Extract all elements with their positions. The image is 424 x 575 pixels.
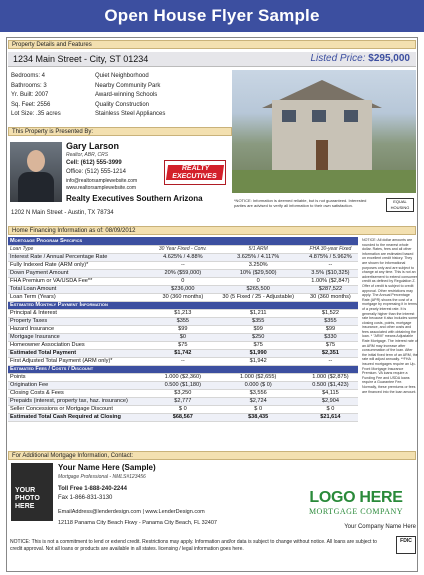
- agent-office: Office: (512) 555-1214: [66, 169, 126, 175]
- agent-email[interactable]: info@realtorsamplewebsite.com: [66, 178, 138, 184]
- row-value: 0.000 ($ 0): [214, 381, 303, 389]
- lender-section-header: For Additional Mortgage Information, Contact:: [8, 451, 416, 460]
- table-row: [8, 389, 358, 397]
- row-value: $99: [303, 325, 358, 333]
- row-label: Property Taxes: [8, 317, 152, 325]
- row-value: $ 0: [303, 405, 358, 413]
- logo-line1: LOGO HERE: [309, 489, 403, 506]
- row-value: $1,211: [214, 309, 303, 317]
- row-value: 1.000 ($2,875): [303, 373, 358, 381]
- row-value: 30 Year Fixed - Conv.: [152, 245, 213, 253]
- flyer-title: Open House Flyer Sample: [104, 6, 320, 25]
- table-row: [8, 309, 358, 317]
- row-value: $75: [152, 341, 213, 349]
- highlight-item: Nearby Community Park: [95, 82, 161, 89]
- agent-website[interactable]: www.realtorsamplewebsite.com: [66, 185, 137, 191]
- row-label: Fully Indexed Rate (ARM only)*: [8, 261, 152, 269]
- row-value: $38,435: [214, 413, 303, 421]
- house-door: [316, 140, 328, 170]
- group-header-label: Estimated Fees / Costs / Discount: [8, 365, 358, 373]
- realty-logo-line2: EXECUTIVES: [171, 172, 218, 180]
- row-value: $99: [152, 325, 213, 333]
- row-value: $355: [303, 317, 358, 325]
- realty-logo-line1: REALTY: [181, 165, 210, 172]
- row-value: $2,904: [303, 397, 358, 405]
- feature-sq-feet: Sq. Feet: 2556: [11, 101, 51, 108]
- feature-year-built: Yr. Built: 2007: [11, 92, 49, 98]
- equal-housing-icon: EQUAL HOUSING: [386, 198, 414, 212]
- logo-line2: MORTGAGE COMPANY: [308, 507, 404, 516]
- photo-notice: *NOTICE: Information is deemed reliable, but is not guaranteed. Interested parties are advised to verify all information to their own satisfaction.: [234, 198, 367, 208]
- row-value: $330: [303, 333, 358, 341]
- row-value: 3.625% / 4.117%: [214, 253, 303, 261]
- flyer-banner: [0, 0, 424, 32]
- financing-table: [8, 237, 358, 422]
- row-value: 3.5% ($10,325): [303, 269, 358, 277]
- address-bar: [8, 52, 416, 67]
- row-value: --: [152, 357, 213, 365]
- table-row: [8, 325, 358, 333]
- row-value: 30 (360 months): [303, 293, 358, 301]
- financing-notice: NOTICE: All dollar amounts are rounded to the nearest whole dollar. Rates, fees and all other information are estimated based on excellent credit history. They are shown for informational purposes only and are subject to change at any time. This is not an advertisement to extend consumer credit as defined by Regulation Z. Offer of credit is subject to credit approval. Other restrictions may apply. The Annual Percentage Rate (APR) shows the cost of a mortgage by expressing it in terms of a yearly interest rate. It is generally higher than the interest rate because it also includes some closing costs, points, mortgage insurance, and other costs and fees associated with obtaining the loan. * "ARM" means Adjustable Rate Mortgage. The interest rate of an ARM may increase after consummation of the loan. After the initial fixed term of an ARM, the rate will adjust annually. **FHA insured mortgages require an Up-Front Mortgage Insurance Premium. VA loans require a Funding Fee and USDA loans require a Guarantee Fee. Normally, these premiums or fees are financed into the loan amount.: [362, 238, 418, 394]
- property-section-header: Property Details and Features: [8, 40, 416, 49]
- row-value: $4,115: [303, 389, 358, 397]
- feature-bedrooms: Bedrooms: 4: [11, 73, 46, 79]
- row-value: $1,942: [214, 357, 303, 365]
- agent-body: [18, 172, 54, 202]
- row-label: Interest Rate / Annual Percentage Rate: [8, 253, 152, 261]
- row-label: Estimated Total Cash Required at Closing: [8, 413, 152, 421]
- feature-list-basic: [11, 72, 61, 120]
- house-photo: [232, 70, 416, 193]
- row-value: 4.875% / 5.962%: [303, 253, 358, 261]
- row-label: Loan Type: [8, 245, 152, 253]
- agent-face: [27, 150, 45, 172]
- row-label: Mortgage Insurance: [8, 333, 152, 341]
- row-label: Estimated Total Payment: [8, 349, 152, 357]
- row-value: $0: [152, 333, 213, 341]
- row-value: 1.00% ($2,847): [303, 277, 358, 285]
- row-value: 10% ($29,500): [214, 269, 303, 277]
- financing-group-header: [8, 365, 358, 373]
- row-value: $2,777: [152, 397, 213, 405]
- row-label: Homeowner Association Dues: [8, 341, 152, 349]
- row-label: Principal & Interest: [8, 309, 152, 317]
- row-value: 0: [152, 277, 213, 285]
- property-address: 1234 Main Street - City, ST 01234: [13, 54, 149, 64]
- row-value: 5/1 ARM: [214, 245, 303, 253]
- row-value: $ 0: [152, 405, 213, 413]
- row-value: 0: [214, 277, 303, 285]
- row-value: FHA 30-year Fixed: [303, 245, 358, 253]
- table-row: [8, 253, 358, 261]
- agent-photo: [10, 142, 62, 202]
- table-row: [8, 341, 358, 349]
- table-row: [8, 293, 358, 301]
- lender-disclaimer: NOTICE: This is not a commitment to lend or extend credit. Restrictions may apply. Information and/or data is subject to change without notice. All loans are subject to credit approval. Not all loans or products are available in all states. licensing / legal information goes here.: [10, 539, 377, 552]
- row-value: $1,213: [152, 309, 213, 317]
- row-value: $2,724: [214, 397, 303, 405]
- house-window: [344, 110, 358, 122]
- fdic-icon: FDIC: [396, 536, 416, 554]
- price-value: $295,000: [368, 53, 410, 64]
- table-row: [8, 405, 358, 413]
- row-value: 3.250%: [214, 261, 303, 269]
- lender-email-web[interactable]: EmailAddress@lenderdesign.com | www.LenderDesign.com: [58, 509, 205, 515]
- house-body: [272, 100, 372, 170]
- row-value: $68,567: [152, 413, 213, 421]
- realty-executives-logo: [164, 160, 226, 185]
- row-value: --: [303, 261, 358, 269]
- lender-photo-placeholder: [11, 463, 53, 521]
- table-row: [8, 381, 358, 389]
- row-value: $250: [214, 333, 303, 341]
- agent-title: Realtor, ABR, CRS: [66, 152, 109, 158]
- row-value: --: [152, 261, 213, 269]
- row-value: 30 (5 Fixed / 25 - Adjustable): [214, 293, 303, 301]
- row-value: 0.500 ($1,423): [303, 381, 358, 389]
- highlight-item: Stainless Steel Appliances: [95, 111, 166, 117]
- row-label: Down Payment Amount: [8, 269, 152, 277]
- lender-fax: Fax 1-866-831-3130: [58, 495, 113, 501]
- brokerage-address: 1202 N Main Street - Austin, TX 78734: [11, 210, 114, 216]
- table-row: [8, 245, 358, 253]
- row-label: Closing Costs & Fees: [8, 389, 152, 397]
- row-value: $265,500: [214, 285, 303, 293]
- row-value: $75: [214, 341, 303, 349]
- row-label: Hazard Insurance: [8, 325, 152, 333]
- table-row: [8, 373, 358, 381]
- lender-title: Mortgage Professional - NMLS#123456: [58, 474, 146, 480]
- agent-name: Gary Larson: [66, 141, 120, 151]
- feature-bathrooms: Bathrooms: 3: [11, 82, 47, 89]
- table-row: [8, 285, 358, 293]
- house-lawn: [232, 170, 416, 193]
- lender-photo-text: YOUR PHOTO HERE: [15, 487, 40, 510]
- row-value: 30 (360 months): [152, 293, 213, 301]
- financing-section-header: Home Financing Information as of: 08/09/2012: [8, 226, 416, 235]
- house-window: [282, 110, 296, 122]
- lender-toll-free: Toll Free 1-888-240-2244: [58, 486, 127, 492]
- lender-company-name: Your Company Name Here: [344, 524, 416, 530]
- lender-address: 12118 Panama City Beach Fkwy - Panama City Beach, FL 32407: [58, 520, 217, 526]
- row-value: $287,522: [303, 285, 358, 293]
- row-label: Prepaids (interest, property tax, haz. insurance): [8, 397, 152, 405]
- row-value: 0.500 ($1,180): [152, 381, 213, 389]
- group-header-label: Estimated Monthly Payment Information: [8, 301, 358, 309]
- row-value: $21,614: [303, 413, 358, 421]
- row-value: $ 0: [214, 405, 303, 413]
- row-value: 1.000 ($2,360): [152, 373, 213, 381]
- table-row: [8, 277, 358, 285]
- highlight-item: Quiet Neighborhood: [95, 73, 149, 79]
- table-row: [8, 333, 358, 341]
- financing-group-header: [8, 301, 358, 309]
- row-label: FHA Premium or VA/USDA Fee**: [8, 277, 152, 285]
- row-label: Loan Term (Years): [8, 293, 152, 301]
- row-value: $236,000: [152, 285, 213, 293]
- row-value: $2,351: [303, 349, 358, 357]
- table-row: [8, 357, 358, 365]
- row-value: $75: [303, 341, 358, 349]
- table-row: [8, 317, 358, 325]
- house-window: [312, 110, 326, 122]
- feature-list-highlights: [95, 72, 165, 120]
- feature-lot-size: Lot Size: .35 acres: [11, 111, 61, 117]
- row-value: $99: [214, 325, 303, 333]
- price-label: Listed Price:: [310, 53, 366, 64]
- row-label: Total Loan Amount: [8, 285, 152, 293]
- row-value: 4.625% / 4.88%: [152, 253, 213, 261]
- row-label: Origination Fee: [8, 381, 152, 389]
- table-row: [8, 413, 358, 421]
- listed-price: [310, 53, 410, 64]
- row-value: $1,522: [303, 309, 358, 317]
- financing-group-header: [8, 237, 358, 245]
- agent-section-header: This Property is Presented By:: [8, 127, 232, 136]
- row-value: $1,990: [214, 349, 303, 357]
- group-header-label: Mortgage Program Specifics: [8, 237, 358, 245]
- row-value: 20% ($59,000): [152, 269, 213, 277]
- brokerage-name: Realty Executives Southern Arizona: [66, 194, 203, 203]
- realty-logo-mark: [166, 165, 224, 180]
- row-label: First Adjusted Total Payment (ARM only)*: [8, 357, 152, 365]
- table-row: [8, 397, 358, 405]
- row-value: $1,742: [152, 349, 213, 357]
- row-value: 1.000 ($2,655): [214, 373, 303, 381]
- table-row: [8, 269, 358, 277]
- lender-name: Your Name Here (Sample): [58, 463, 156, 472]
- row-value: $3,250: [152, 389, 213, 397]
- row-label: Points: [8, 373, 152, 381]
- table-row: [8, 261, 358, 269]
- row-label: Seller Concessions or Mortgage Discount: [8, 405, 152, 413]
- row-value: --: [303, 357, 358, 365]
- row-value: $355: [214, 317, 303, 325]
- highlight-item: Award-winning Schools: [95, 92, 158, 98]
- highlight-item: Quality Construction: [95, 101, 150, 108]
- row-value: $3,556: [214, 389, 303, 397]
- table-row: [8, 349, 358, 357]
- row-value: $355: [152, 317, 213, 325]
- mortgage-company-logo: [296, 489, 416, 516]
- agent-cell: Cell: (612) 555-3999: [66, 160, 122, 166]
